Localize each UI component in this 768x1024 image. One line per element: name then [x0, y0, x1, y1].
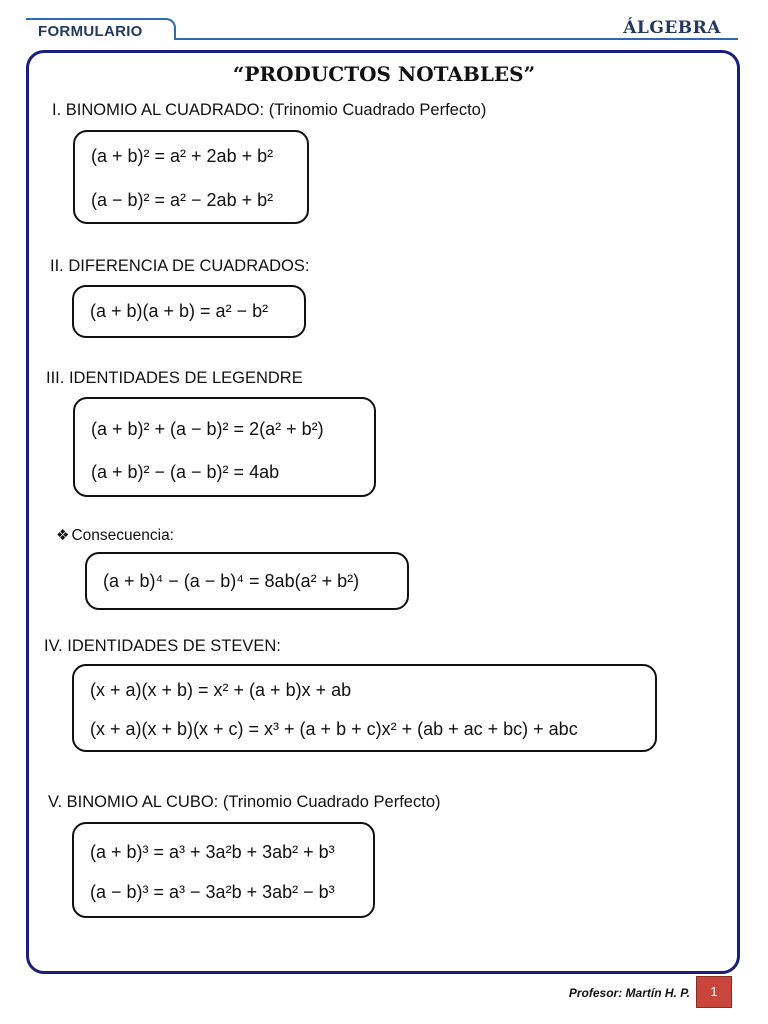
formula-1-2: (a − b)² = a² − 2ab + b² [91, 190, 274, 210]
formula-box-consequence [85, 552, 409, 610]
section-1-label: BINOMIO AL CUADRADO: (Trinomio Cuadrado Perfecto) [65, 101, 487, 119]
section-3-heading [46, 369, 303, 388]
formula-box-2 [72, 285, 306, 338]
consequence-label: Consecuencia: [71, 527, 174, 544]
formula-box-5 [72, 822, 375, 918]
section-1-number: I. [52, 101, 62, 119]
header-right-label: ÁLGEBRA [623, 18, 721, 38]
header-rule [174, 38, 738, 40]
formula-5-2: (a − b)³ = a³ − 3a²b + 3ab² − b³ [90, 882, 335, 902]
formula-5-1: (a + b)³ = a³ + 3a²b + 3ab² + b³ [90, 842, 335, 862]
section-5-heading [48, 793, 440, 812]
section-1-heading [52, 101, 486, 120]
consequence-heading [56, 526, 174, 545]
header-left-label: FORMULARIO [38, 23, 143, 40]
formula-4-1: (x + a)(x + b) = x² + (a + b)x + ab [90, 680, 352, 700]
formula-box-4 [72, 664, 657, 752]
page-title: “PRODUCTOS NOTABLES” [232, 62, 536, 86]
footer-author: Profesor: Martín H. P. [568, 986, 690, 1000]
section-4-label: IDENTIDADES DE STEVEN: [67, 637, 281, 655]
formula-box-1 [73, 130, 309, 224]
section-2-heading [50, 257, 309, 276]
section-2-label: DIFERENCIA DE CUADRADOS: [68, 257, 310, 275]
diamond-bullet-icon: ❖ [56, 527, 70, 544]
section-5-label: BINOMIO AL CUBO: (Trinomio Cuadrado Perfecto) [66, 793, 441, 811]
section-5-number: V. [48, 793, 63, 811]
formula-consequence: (a + b)⁴ − (a − b)⁴ = 8ab(a² + b²) [103, 571, 360, 591]
formula-box-3 [73, 397, 376, 497]
page-number-badge: 1 [696, 976, 732, 1008]
formula-4-2: (x + a)(x + b)(x + c) = x³ + (a + b + c)x² + (ab + ac + bc) + abc [90, 719, 578, 739]
section-4-heading [44, 637, 281, 656]
section-3-number: III. [46, 369, 65, 387]
section-2-number: II. [50, 257, 64, 275]
formula-1-1: (a + b)² = a² + 2ab + b² [91, 146, 274, 166]
section-4-number: IV. [44, 637, 63, 655]
formula-3-2: (a + b)² − (a − b)² = 4ab [91, 462, 280, 482]
formula-2-1: (a + b)(a + b) = a² − b² [90, 301, 269, 321]
formula-3-1: (a + b)² + (a − b)² = 2(a² + b²) [91, 419, 324, 439]
section-3-label: IDENTIDADES DE LEGENDRE [68, 369, 303, 387]
